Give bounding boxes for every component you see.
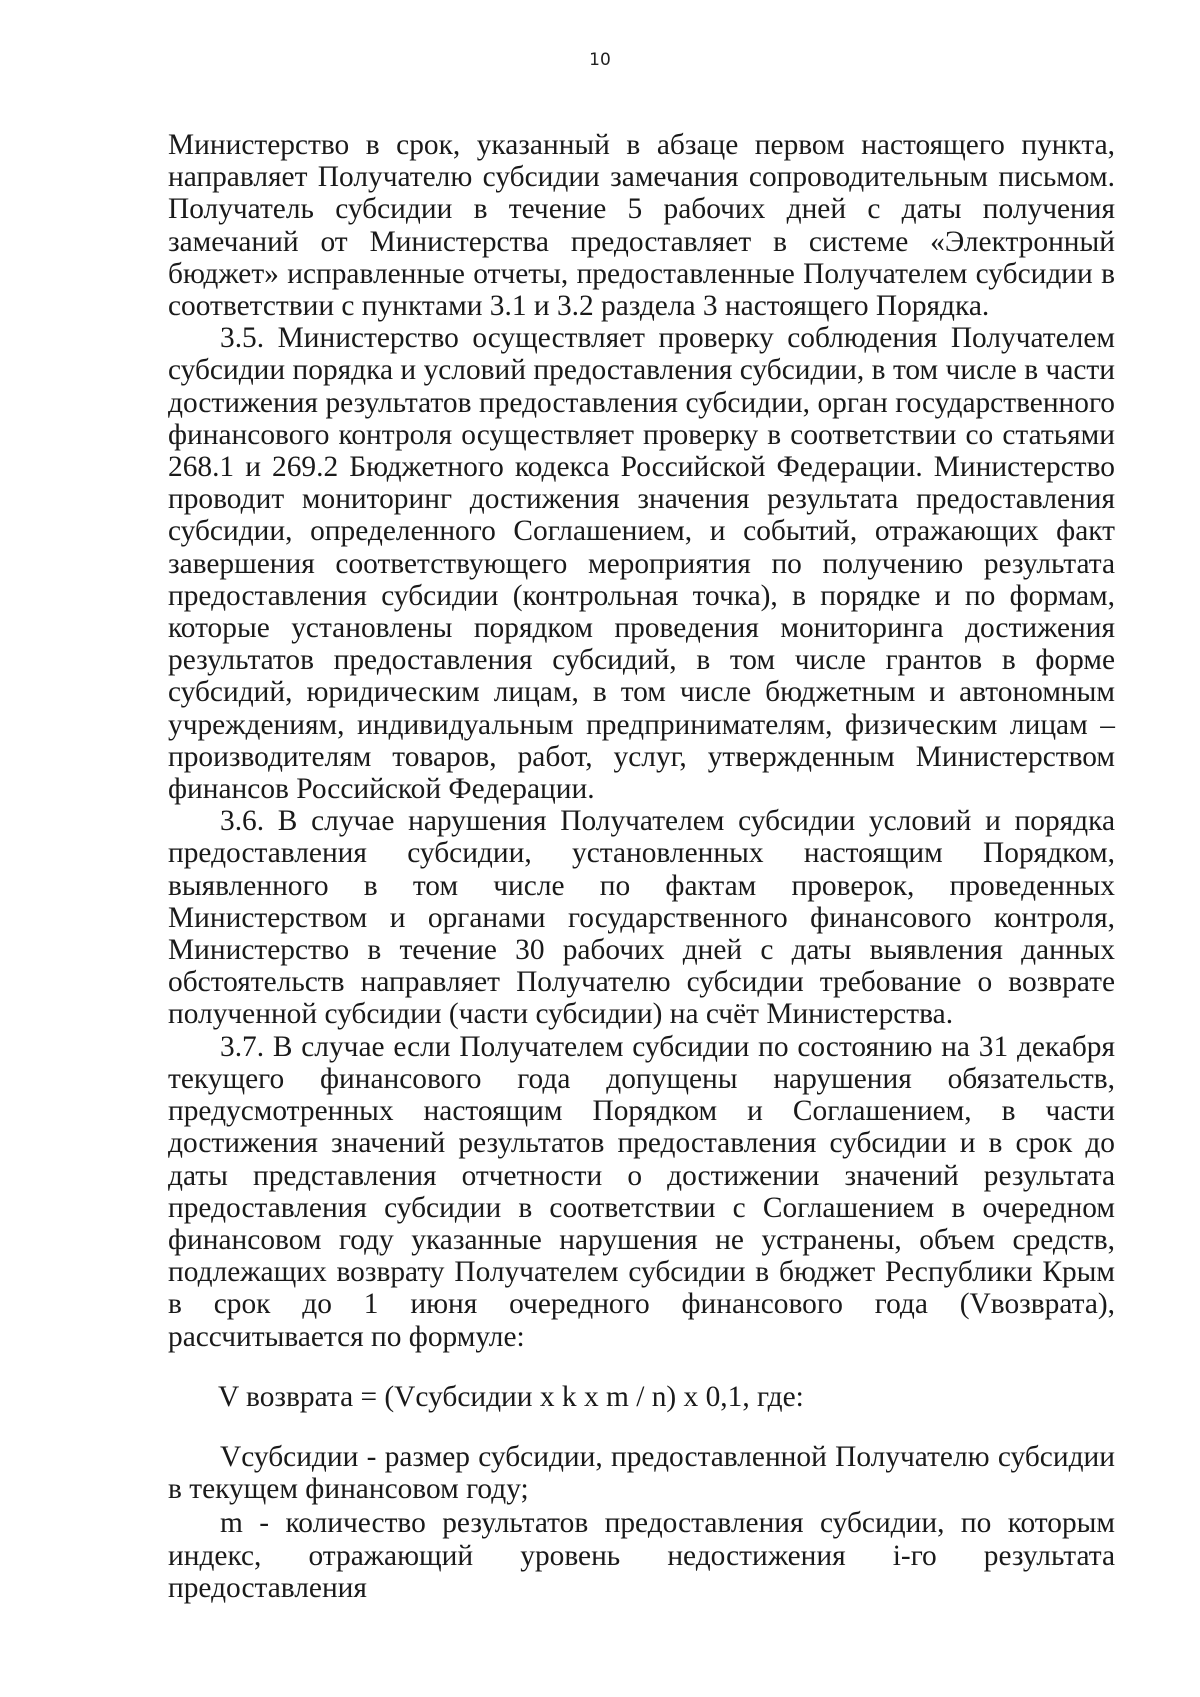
- paragraph-3-6: 3.6. В случае нарушения Получателем субсидии условий и порядка предоставления субсидии, установленных настоящим Порядком, выявленного в том числе по фактам проверок, проведенных Министерством и органами государственного финансового контроля, Министерство в течение 30 рабочих дней с даты выявления данных обстоятельств направляет Получателю субсидии требование о возврате полученной субсидии (части субсидии) на счёт Министерства.: [168, 805, 1115, 1031]
- formula: V возврата = (Vсубсидии x k x m / n) x 0,1, где:: [218, 1380, 804, 1413]
- paragraph-3-7: 3.7. В случае если Получателем субсидии по состоянию на 31 декабря текущего финансового года допущены нарушения обязательств, предусмотренных настоящим Порядком и Соглашением, в части достижения значений результатов предоставления субсидии и в срок до даты представления отчетности о достижении значений результата предоставления субсидии в соответствии с Соглашением в очередном финансовом году указанные нарушения не устранены, объем средств, подлежащих возврату Получателем субсидии в бюджет Республики Крым в срок до 1 июня очередного финансового года (Vвозврата), рассчитывается по формуле:: [168, 1030, 1115, 1353]
- document-body: [168, 129, 1115, 1604]
- paragraph-continuation: Министерство в срок, указанный в абзаце первом настоящего пункта, направляет Получателю субсидии замечания сопроводительным письмом. Получатель субсидии в течение 5 рабочих дней с даты получения замечаний от Министерства предоставляет в системе «Электронный бюджет» исправленные отчеты, предоставленные Получателем субсидии в соответствии с пунктами 3.1 и 3.2 раздела 3 настоящего Порядка.: [168, 129, 1115, 323]
- definition-m: m - количество результатов предоставления субсидии, по которым индекс, отражающий уровень недостижения i-го результата предоставления: [168, 1507, 1115, 1604]
- definition-vsubsidii: Vсубсидии - размер субсидии, предоставленной Получателю субсидии в текущем финансовом году;: [168, 1440, 1115, 1506]
- page-number: 10: [589, 50, 611, 70]
- paragraph-3-5: 3.5. Министерство осуществляет проверку соблюдения Получателем субсидии порядка и условий предоставления субсидии, в том числе в части достижения результатов предоставления субсидии, орган государственного финансового контроля осуществляет проверку в соответствии со статьями 268.1 и 269.2 Бюджетного кодекса Российской Федерации. Министерство проводит мониторинг достижения значения результата предоставления субсидии, определенного Соглашением, и событий, отражающих факт завершения соответствующего мероприятия по получению результата предоставления субсидии (контрольная точка), в порядке и по формам, которые установлены порядком проведения мониторинга достижения результатов предоставления субсидий, в том числе грантов в форме субсидий, юридическим лицам, в том числе бюджетным и автономным учреждениям, индивидуальным предпринимателям, физическим лицам – производителям товаров, работ, услуг, утвержденным Министерством финансов Российской Федерации.: [168, 322, 1115, 806]
